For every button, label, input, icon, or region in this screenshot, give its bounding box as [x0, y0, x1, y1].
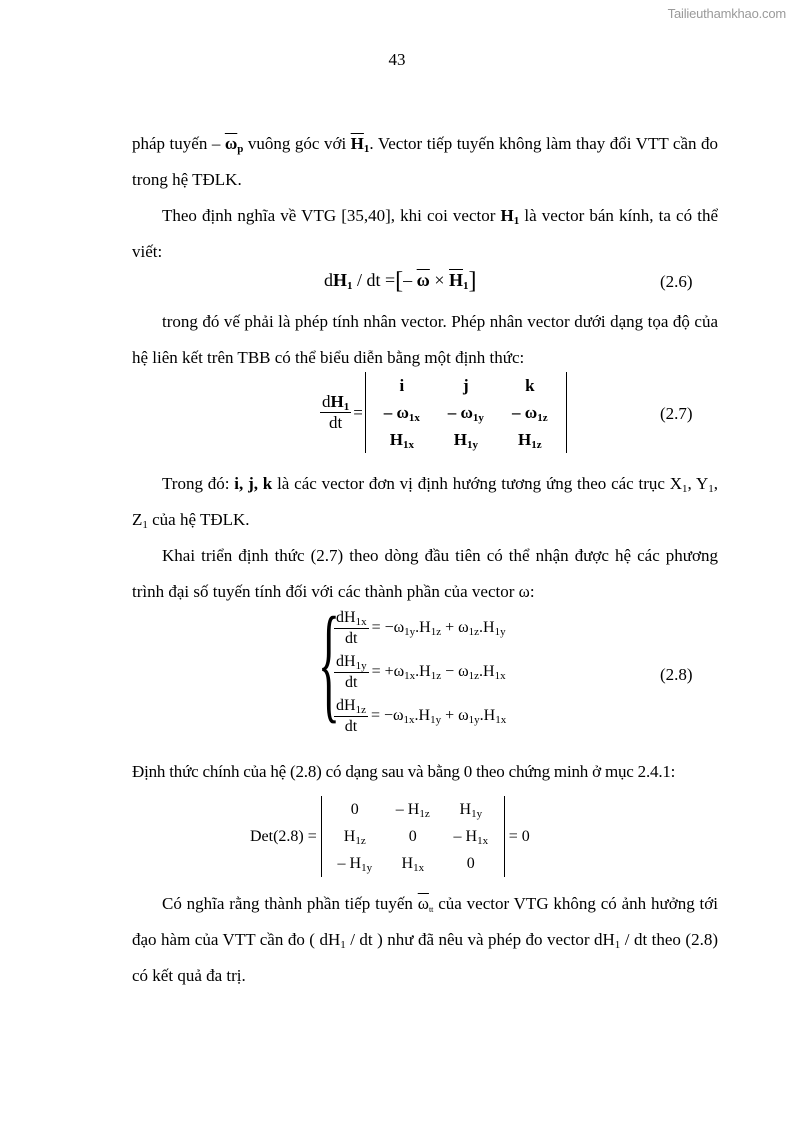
text: d [324, 270, 333, 290]
system-row [334, 650, 506, 694]
denominator: dt [345, 629, 358, 647]
text: – ω [447, 403, 473, 422]
paragraph-2 [132, 198, 718, 270]
omega-vector: $\overline{\omega}$ [416, 270, 430, 290]
system-row [334, 606, 506, 650]
subscript: p [237, 143, 244, 155]
matrix-cell [442, 823, 500, 850]
text: d [322, 392, 331, 411]
text: / dt theo (2.8) có kết quả đa trị. [132, 930, 718, 985]
subscript: 1x [402, 439, 414, 451]
equation-2-6 [324, 268, 477, 295]
subscript: 1y [494, 626, 506, 638]
equation-number-2-7: (2.7) [660, 404, 693, 423]
matrix-cell [498, 399, 562, 426]
matrix-cell [434, 399, 498, 426]
text: − ω [441, 663, 469, 680]
text: , Z [132, 474, 719, 529]
equation-number-2-8: (2.8) [660, 665, 693, 684]
matrix-cell [442, 796, 500, 823]
subscript: 1x [404, 670, 416, 682]
matrix-cell: i [399, 376, 405, 395]
subscript: 1z [355, 703, 366, 716]
text: là các vector đơn vị định hướng tương ứng theo các trục X [272, 474, 683, 493]
subscript: 1z [468, 670, 480, 682]
paragraph-4 [132, 466, 718, 538]
subscript: 1z [468, 626, 480, 638]
paragraph-6: Định thức chính của hệ (2.8) có dạng sau và bằng 0 theo chứng minh ở mục 2.4.1: [132, 762, 676, 781]
matrix-cell: j [462, 376, 469, 395]
equation-det [250, 796, 530, 877]
text: 0 [466, 855, 475, 872]
text: H [401, 855, 414, 872]
text: .H [479, 707, 496, 724]
text: H [389, 430, 403, 449]
text: .H [414, 707, 431, 724]
subscript: 1 [463, 280, 469, 292]
text: H [343, 828, 356, 845]
subscript: 1 [708, 483, 714, 495]
subscript: 1z [355, 835, 366, 847]
text: H [518, 430, 532, 449]
denominator: dt [345, 673, 358, 691]
h-vector: H [330, 392, 344, 411]
h-vector: H [500, 206, 514, 225]
subscript: 1x [494, 670, 506, 682]
fraction [320, 392, 351, 433]
matrix-cell [326, 823, 384, 850]
text: .H [415, 663, 431, 680]
equation-number-2-6: (2.6) [660, 272, 693, 291]
h-vector: $\overline{H}$ [350, 134, 364, 153]
subscript: 1x [495, 714, 507, 726]
matrix-cell [498, 426, 562, 453]
subscript: 1y [472, 412, 484, 424]
text: + ω [441, 707, 469, 724]
paragraph-7 [132, 886, 718, 994]
text: – ω [512, 403, 538, 422]
subscript: 1y [430, 714, 442, 726]
subscript: 1y [404, 626, 416, 638]
text: H [453, 430, 467, 449]
h-vector: $\overline{H}$ [449, 270, 464, 290]
subscript: 1z [531, 439, 542, 451]
subscript: 1x [413, 862, 425, 874]
subscript: 1z [430, 626, 442, 638]
subscript: 1 [142, 519, 148, 531]
subscript: 1z [537, 412, 548, 424]
text: , Y [687, 474, 709, 493]
text: .H [415, 619, 431, 636]
text: . Vector tiếp tuyến không làm thay đổi VTT cần đo trong hệ TĐLK. [132, 134, 719, 189]
subscript: 1z [430, 670, 442, 682]
text: vuông góc với [243, 134, 351, 153]
det-label: Det(2.8) = [250, 827, 317, 845]
text: của hệ TĐLK. [147, 510, 250, 529]
matrix-cell [326, 796, 384, 823]
subscript: 1 [513, 215, 520, 227]
paragraph-5: Khai triển định thức (2.7) theo dòng đầu tiên có thể nhận được hệ các phương trình đại số tuyến tính đối với các thành phần của vector ω: [132, 546, 718, 601]
subscript: 1 [340, 939, 346, 951]
h-vector: H [333, 270, 348, 290]
subscript: 1 [343, 401, 350, 413]
text: Trong đó: [162, 474, 235, 493]
system-row [334, 694, 506, 738]
text: Theo định nghĩa về VTG [35,40], khi coi vector [162, 206, 501, 225]
subscript: 1x [477, 835, 489, 847]
text: – H [453, 828, 478, 845]
subscript: 1 [347, 280, 353, 292]
unit-vectors: i, j, k [234, 474, 273, 493]
text: = −ω [370, 707, 404, 724]
denominator: dt [344, 717, 358, 735]
text: .H [479, 663, 495, 680]
equals-sign: = [353, 402, 363, 422]
text: 0 [350, 801, 359, 818]
subscript: 1y [355, 659, 367, 672]
page-number: 43 [388, 50, 406, 69]
subscript: 1y [361, 862, 373, 874]
text: + ω [441, 619, 469, 636]
matrix-cell [370, 426, 434, 453]
subscript: 1y [466, 439, 478, 451]
matrix-cell [326, 850, 384, 877]
matrix-cell [384, 796, 442, 823]
omega-vector: $\overline{\omega}$ [417, 894, 429, 913]
text: / dt ) như đã nêu và phép đo vector dH [345, 930, 615, 949]
text: Có nghĩa rằng thành phần tiếp tuyến [162, 894, 418, 913]
minus-sign: – [211, 134, 225, 153]
equation-2-7 [320, 372, 567, 453]
bracket: [ [395, 268, 404, 294]
text: = −ω [371, 619, 405, 636]
matrix-cell [442, 850, 500, 877]
determinant-matrix [321, 796, 505, 877]
text: dH [336, 696, 356, 714]
text: = +ω [371, 663, 405, 680]
text: dH [336, 608, 356, 626]
equals-zero: = 0 [508, 827, 530, 845]
text: 0 [408, 828, 417, 845]
subscript: 1 [614, 939, 621, 951]
text: .H [479, 619, 495, 636]
text: dH [336, 652, 356, 670]
subscript: 1x [408, 412, 420, 424]
paragraph-1 [132, 126, 718, 198]
text: là vector bán kính, ta có thể viết: [132, 206, 718, 261]
paragraph-3: trong đó vế phải là phép tính nhân vector. Phép nhân vector dưới dạng tọa độ của hệ liên kết trên TBB có thể biểu diễn bằng một định thức: [132, 312, 718, 367]
watermark: Tailieuthamkhao.com [667, 6, 786, 21]
matrix-cell [384, 823, 442, 850]
text: – H [337, 855, 362, 872]
times-sign: × [429, 270, 449, 290]
text: của vector VTG không có ảnh hưởng tới đạo hàm của VTT cần đo ( dH [132, 894, 718, 949]
determinant-matrix [365, 372, 567, 453]
equation-2-8 [334, 606, 506, 738]
text: H [459, 801, 472, 818]
subscript: 1y [471, 808, 483, 820]
text: / dt = [352, 270, 396, 290]
omega-vector: $\overline{\omega}$ [224, 134, 238, 153]
text: pháp tuyến [132, 134, 212, 153]
text: – ω [383, 403, 409, 422]
subscript: 1x [355, 615, 367, 628]
subscript: tt [428, 905, 434, 914]
matrix-cell [384, 850, 442, 877]
minus-sign: – [403, 270, 417, 290]
subscript: 1z [419, 808, 430, 820]
left-brace: { [318, 591, 340, 735]
subscript: 1 [363, 143, 370, 155]
matrix-cell [434, 426, 498, 453]
matrix-cell [370, 399, 434, 426]
subscript: 1 [682, 483, 688, 495]
matrix-cell: k [525, 376, 535, 395]
subscript: 1x [403, 714, 415, 726]
bracket: ] [468, 268, 477, 294]
subscript: 1y [468, 714, 480, 726]
denominator: dt [329, 413, 343, 432]
text: – H [395, 801, 420, 818]
